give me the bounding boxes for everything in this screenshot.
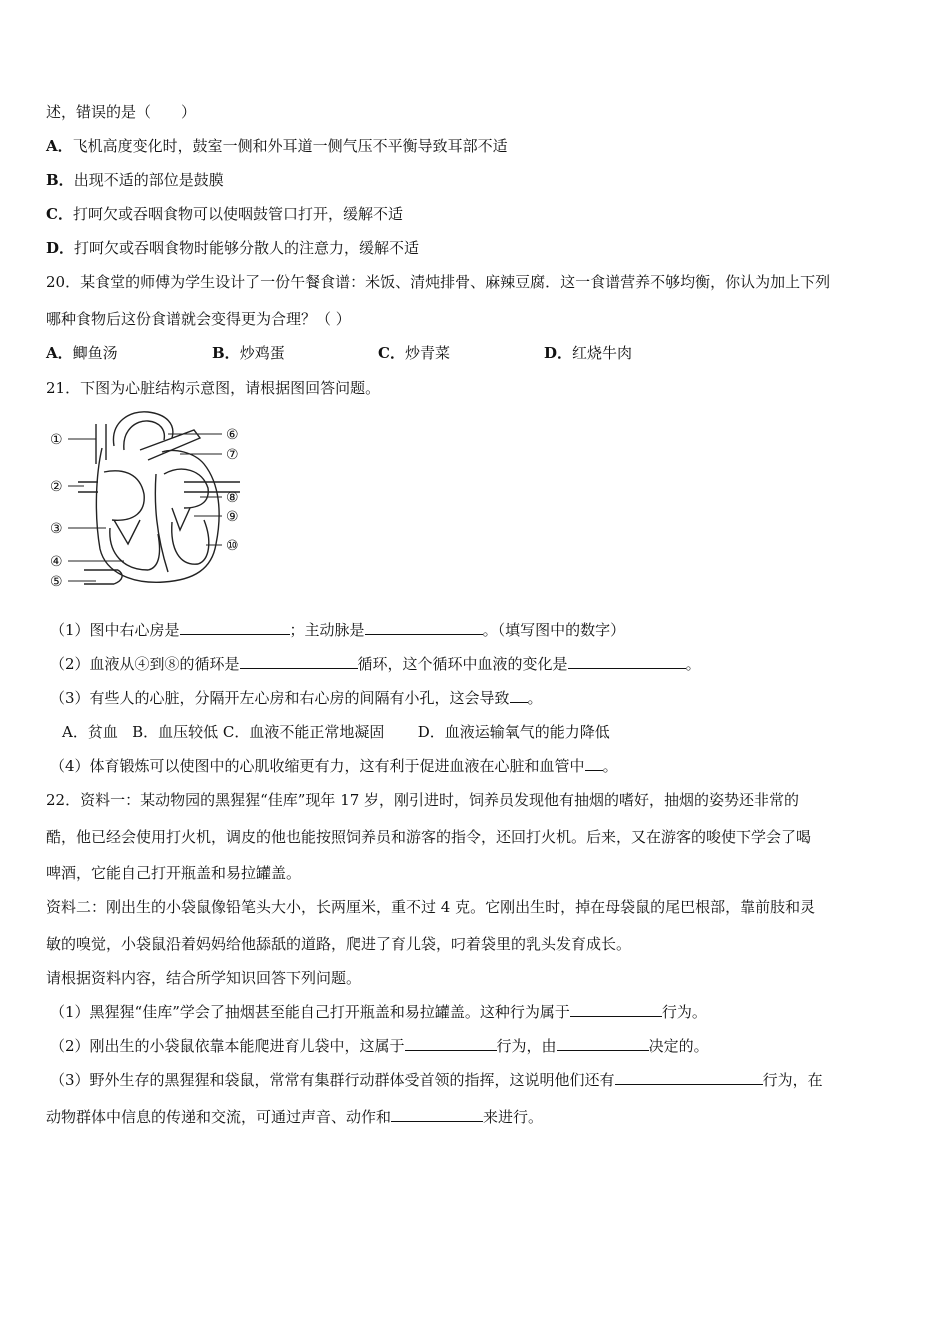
label-1: ①: [50, 432, 63, 448]
q19-option-a: [46, 135, 508, 157]
option-letter: D．: [46, 239, 75, 257]
q20-option-b: B．炒鸡蛋: [212, 344, 285, 362]
option-text: 打呵欠或吞咽食物可以使咽鼓管口打开，缓解不适: [72, 205, 403, 223]
answer-blank[interactable]: [615, 1070, 763, 1085]
q19-stem-end: 述，错误的是（ ）: [46, 103, 197, 121]
q20-option-d: D．红烧牛肉: [544, 344, 633, 362]
answer-blank[interactable]: [557, 1036, 649, 1051]
q22-sub2: （2）刚出生的小袋鼠依靠本能爬进育儿袋中，这属于 行为，由 决定的。: [50, 1037, 709, 1055]
q22-material1-line2: 酷，他已经会使用打火机，调皮的他也能按照饲养员和游客的指令，还回打火机。后来，又在游客的唆使下学会了喝: [46, 828, 812, 846]
q22-sub3-line2: 动物群体中信息的传递和交流，可通过声音、动作和 来进行。: [46, 1108, 544, 1126]
q22-instruction: 请根据资料内容，结合所学知识回答下列问题。: [46, 969, 362, 987]
q22-sub3-line1: （3）野外生存的黑猩猩和袋鼠，常常有集群行动群体受首领的指挥，这说明他们还有 行为，在: [50, 1071, 823, 1089]
q22-material1-line3: 啤酒，它能自己打开瓶盖和易拉罐盖。: [46, 864, 302, 882]
label-10: ⑩: [226, 538, 239, 554]
q21-stem: 21．下图为心脏结构示意图，请根据图回答问题。: [46, 379, 381, 397]
q21-sub1: （1）图中右心房是 ；主动脉是 。（填写图中的数字）: [50, 621, 626, 639]
q21-sub4: （4）体育锻炼可以使图中的心肌收缩更有力，这有利于促进血液在心脏和血管中 。: [50, 757, 618, 775]
q20-stem-line1: 20．某食堂的师傅为学生设计了一份午餐食谱：米饭、清炖排骨、麻辣豆腐．这一食谱营养不够均衡，你认为加上下列: [46, 273, 831, 291]
q21-sub3: （3）有些人的心脏，分隔开左心房和右心房的间隔有小孔，这会导致 。: [50, 689, 543, 707]
answer-blank[interactable]: [365, 620, 483, 635]
answer-blank[interactable]: [585, 756, 603, 771]
answer-blank[interactable]: [405, 1036, 497, 1051]
label-2: ②: [50, 479, 63, 495]
q22-material1-line1: 22．资料一：某动物园的黑猩猩“佳库”现年 17 岁，刚引进时，饲养员发现他有抽烟的嗜好，抽烟的姿势还非常的: [46, 791, 800, 809]
q20-options: [46, 342, 632, 364]
option-letter: C．: [46, 205, 73, 223]
answer-blank[interactable]: [570, 1002, 662, 1017]
q22-sub1: （1）黑猩猩“佳库”学会了抽烟甚至能自己打开瓶盖和易拉罐盖。这种行为属于 行为。: [50, 1003, 707, 1021]
option-letter: B．: [46, 171, 74, 189]
q19-option-c: [46, 203, 403, 225]
answer-blank[interactable]: [391, 1107, 483, 1122]
q20-stem-line2: 哪种食物后这份食谱就会变得更为合理？（ ）: [46, 310, 351, 328]
q22-material2-line1: 资料二：刚出生的小袋鼠像铅笔头大小，长两厘米，重不过 4 克。它刚出生时，掉在母袋鼠的尾巴根部，靠前肢和灵: [46, 898, 816, 916]
q20-option-c: C．炒青菜: [378, 344, 450, 362]
q19-option-d: [46, 237, 419, 259]
q21-sub2: （2）血液从④到⑧的循环是 循环，这个循环中血液的变化是 。: [50, 655, 701, 673]
option-text: 出现不适的部位是鼓膜: [73, 171, 224, 189]
option-text: 飞机高度变化时，鼓室一侧和外耳道一侧气压不平衡导致耳部不适: [72, 137, 508, 155]
q21-sub3-options: A．贫血 B．血压较低 C．血液不能正常地凝固 D．血液运输氧气的能力降低: [62, 723, 610, 741]
answer-blank[interactable]: [568, 654, 686, 669]
heart-structure-diagram: [44, 404, 250, 594]
label-9: ⑨: [226, 509, 239, 525]
q22-material2-line2: 敏的嗅觉，小袋鼠沿着妈妈给他舔舐的道路，爬进了育儿袋，叼着袋里的乳头发育成长。: [46, 935, 632, 953]
label-8: ⑧: [226, 490, 239, 506]
label-5: ⑤: [50, 574, 63, 590]
label-7: ⑦: [226, 447, 239, 463]
label-3: ③: [50, 521, 63, 537]
label-6: ⑥: [226, 427, 239, 443]
q19-option-b: [46, 169, 224, 191]
answer-blank[interactable]: [180, 620, 290, 635]
label-4: ④: [50, 554, 63, 570]
option-text: 打呵欠或吞咽食物时能够分散人的注意力，缓解不适: [74, 239, 420, 257]
answer-blank[interactable]: [510, 688, 528, 703]
q20-option-a: A．鲫鱼汤: [46, 344, 118, 362]
option-letter: A．: [46, 137, 73, 155]
answer-blank[interactable]: [240, 654, 358, 669]
